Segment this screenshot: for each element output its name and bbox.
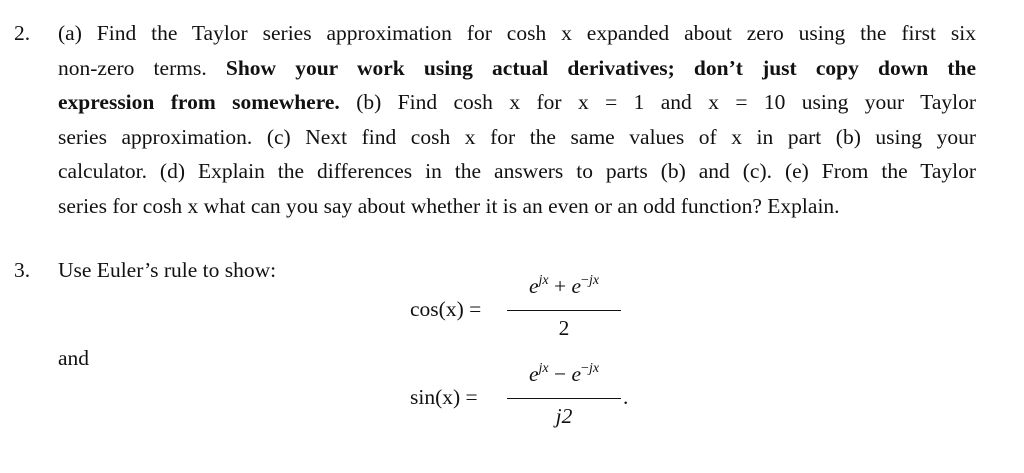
equation-sin-period: . — [623, 385, 629, 409]
problem-2-line-1: (a) Find the Taylor series approximation for cosh x expanded about zero using the first six — [58, 21, 976, 45]
equation-sin-denominator-text: j2 — [555, 404, 573, 428]
equation-cos-numerator: $e^{jx} + e^{-jx}$ — [528, 273, 600, 298]
problem-2-line-2-bold: Show your work using actual derivatives; don’t just copy down the — [225, 55, 977, 80]
problem-2-line-3-normal: (b) Find cosh x for x = 1 and x = 10 using your Taylor — [356, 90, 976, 114]
problem-2-line-5: calculator. (d) Explain the differences in the answers to parts (b) and (c). (e) From the Taylor — [58, 159, 976, 183]
problem-3-connector: and — [58, 346, 90, 370]
equation-sin-numerator: $e^{jx} - e^{-jx}$ — [528, 361, 600, 386]
problem-2-line-3-bold: expression from somewhere. — [58, 90, 340, 114]
equation-sin-lhs: sin(x) = — [410, 385, 478, 409]
problem-2-number: 2. — [14, 21, 31, 45]
equation-cos-fraction-bar — [507, 310, 621, 311]
problem-2-line-2 — [58, 51, 976, 86]
equation-cos-denominator: 2 — [558, 316, 570, 340]
problem-2-line-6: series for cosh x what can you say about whether it is an even or an odd function? Explain. — [58, 193, 840, 218]
problem-2-line-4: series approximation. (c) Next find cosh x for the same values of x in part (b) using your — [58, 124, 976, 149]
problem-3-intro-line: Use Euler’s rule to show: — [58, 258, 277, 282]
problem-2-line-2-normal: non-zero terms. — [58, 55, 207, 80]
equation-cos-lhs: cos(x) = — [410, 297, 482, 321]
problem-3-number: 3. — [14, 258, 31, 282]
equation-sin-fraction-bar — [507, 398, 621, 399]
problem-2-line-3 — [58, 85, 976, 120]
problem-2-text — [58, 16, 976, 223]
equation-sin-denominator — [505, 404, 623, 429]
